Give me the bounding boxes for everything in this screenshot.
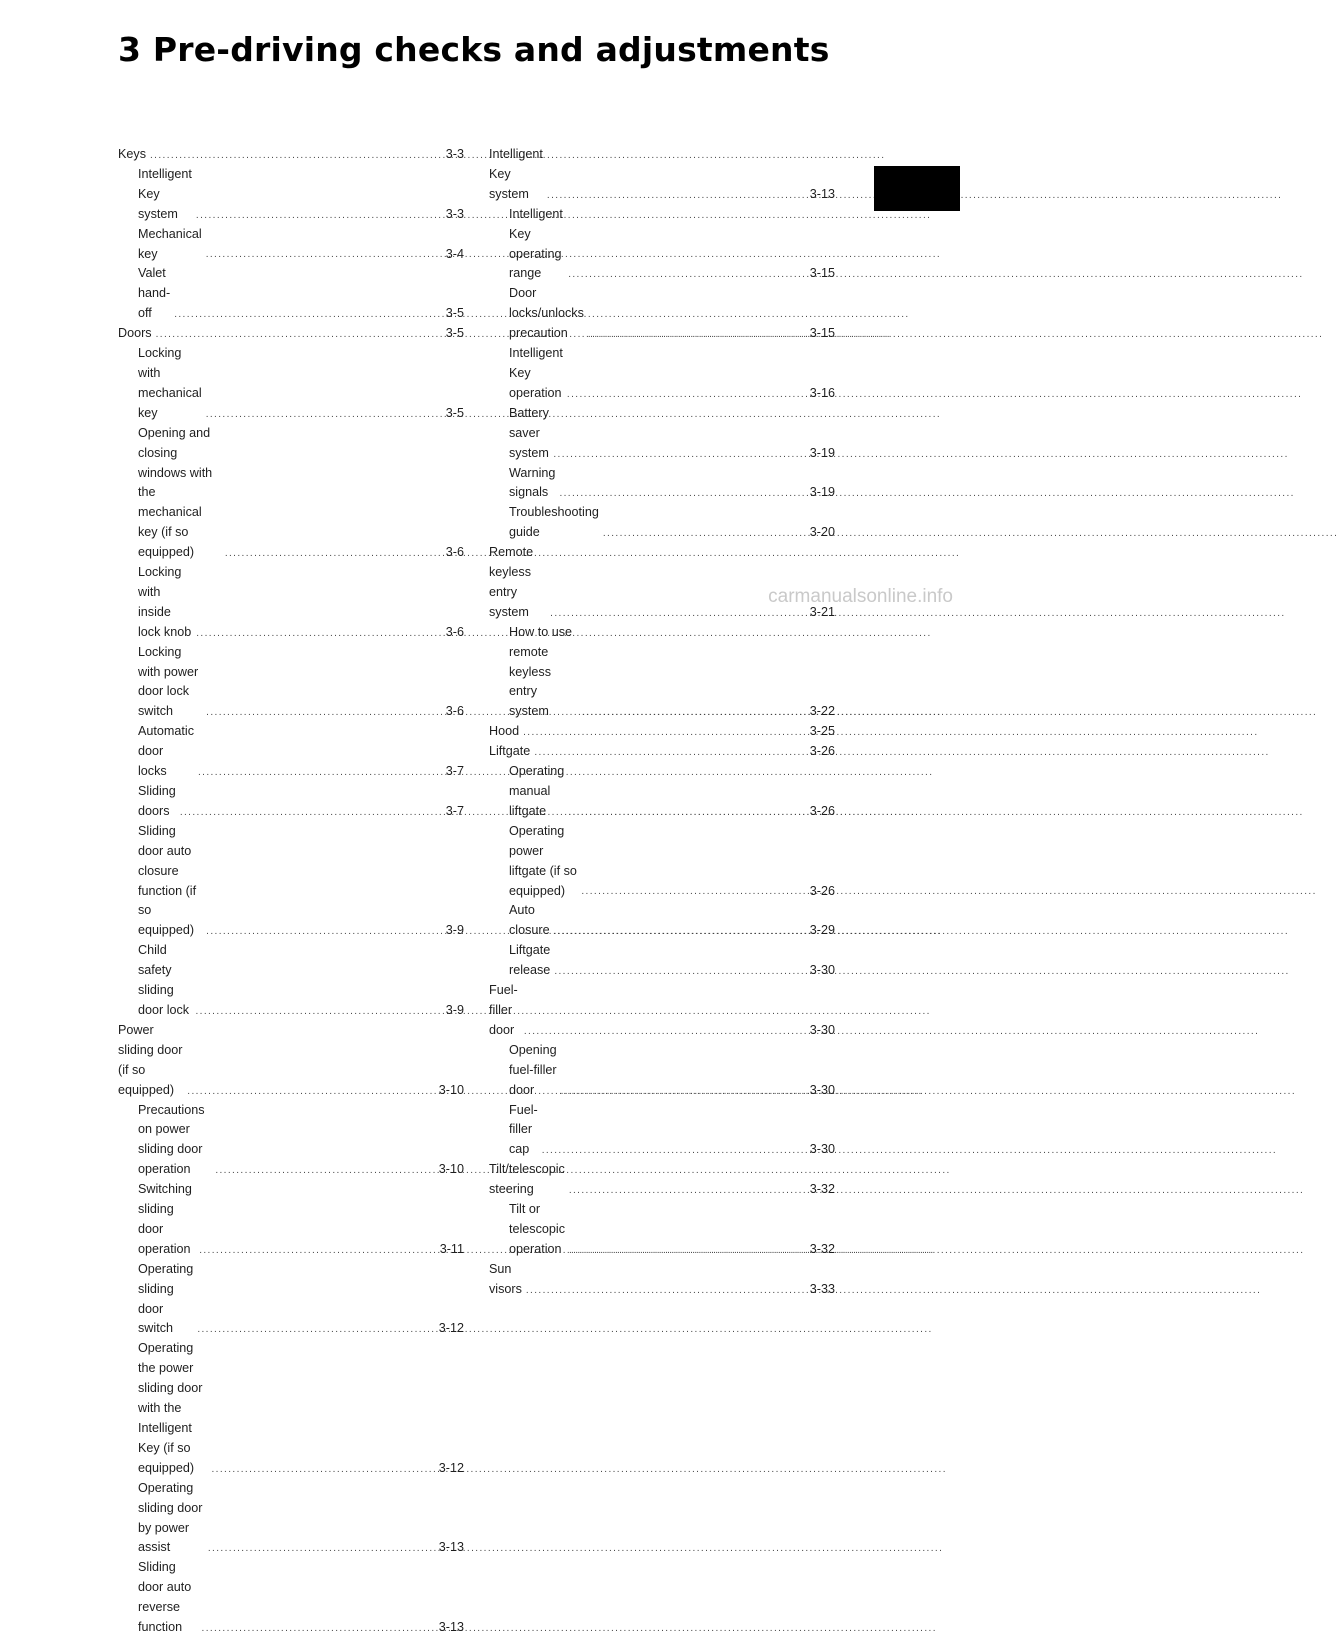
toc-page-number: 3-15 bbox=[809, 326, 835, 341]
dot-leader bbox=[156, 326, 442, 344]
dot-leader bbox=[569, 1242, 806, 1260]
dot-leader bbox=[212, 1461, 435, 1479]
toc-entry-label bbox=[138, 1180, 195, 1260]
dot-leader bbox=[206, 923, 442, 941]
toc-entry-label bbox=[509, 623, 578, 723]
toc-entry[interactable] bbox=[489, 901, 835, 941]
toc-entry-label bbox=[509, 762, 564, 822]
toc-page-number: 3-16 bbox=[809, 385, 835, 400]
toc-entry-label-line: Locking with inside lock knob bbox=[138, 565, 192, 639]
dot-leader bbox=[208, 1540, 435, 1558]
toc-entry-label bbox=[509, 344, 563, 404]
toc-entry[interactable] bbox=[489, 404, 835, 464]
toc-entry-label bbox=[489, 722, 519, 742]
toc-entry-label-line: Locking with mechanical key bbox=[138, 346, 202, 420]
dot-leader bbox=[524, 1023, 806, 1041]
toc-entry-label bbox=[138, 165, 192, 225]
toc-entry-label-line: so equipped) bbox=[138, 903, 195, 938]
dot-leader bbox=[581, 883, 805, 901]
toc-entry-label-line: Operating power liftgate (if so equipped) bbox=[509, 823, 577, 898]
toc-entry-label-line: key (if so equipped) bbox=[138, 525, 195, 560]
toc-entry-label bbox=[489, 145, 543, 205]
toc-entry[interactable] bbox=[118, 1101, 464, 1181]
dot-leader bbox=[603, 525, 806, 543]
toc-entry-label bbox=[138, 225, 202, 265]
toc-page-number: 3-10 bbox=[438, 1082, 464, 1097]
toc-entry-label-line: Troubleshooting guide bbox=[509, 505, 599, 540]
toc-entry[interactable] bbox=[118, 324, 464, 344]
dot-leader bbox=[588, 326, 806, 344]
dot-leader bbox=[206, 704, 442, 722]
toc-entry[interactable] bbox=[489, 464, 835, 504]
toc-entry-label-line: Opening and closing windows with the mechanical bbox=[138, 425, 213, 520]
dot-leader bbox=[206, 246, 442, 264]
dot-leader bbox=[196, 625, 442, 643]
toc-entry[interactable] bbox=[489, 284, 835, 344]
dot-leader bbox=[554, 923, 806, 941]
toc-entry-label-line: Sliding doors bbox=[138, 784, 176, 818]
toc-entry[interactable] bbox=[118, 424, 464, 563]
toc-page-number: 3-5 bbox=[445, 306, 464, 321]
toc-entry[interactable] bbox=[118, 145, 464, 165]
toc-entry-label-line: Automatic door locks bbox=[138, 724, 194, 779]
toc-entry[interactable] bbox=[118, 344, 464, 424]
toc-entry-label bbox=[509, 404, 549, 464]
toc-entry[interactable] bbox=[489, 822, 835, 902]
toc-entry-label bbox=[138, 722, 194, 782]
toc-entry-label bbox=[138, 424, 221, 563]
toc-entry[interactable] bbox=[118, 643, 464, 723]
dot-leader bbox=[199, 1242, 436, 1260]
toc-entry[interactable] bbox=[489, 1160, 835, 1200]
toc-page-number: 3-32 bbox=[809, 1182, 835, 1197]
dot-leader bbox=[174, 306, 442, 324]
toc-entry-label-line: Operating sliding door by power assist bbox=[138, 1480, 203, 1555]
toc-entry-label-line: Operating manual liftgate bbox=[509, 764, 565, 818]
toc-entry[interactable] bbox=[489, 981, 835, 1041]
toc-entry-label bbox=[509, 1041, 557, 1101]
toc-entry-label bbox=[509, 822, 577, 902]
toc-entry-label bbox=[138, 1558, 198, 1638]
toc-page-number: 3-7 bbox=[445, 764, 464, 779]
toc-entry[interactable] bbox=[489, 344, 835, 404]
toc-entry-label-line: Doors bbox=[118, 326, 152, 341]
toc-entry-label-line: Intelligent Key operating range bbox=[509, 206, 563, 281]
toc-entry-label bbox=[138, 782, 176, 822]
toc-page-number: 3-22 bbox=[809, 704, 835, 719]
dot-leader bbox=[534, 744, 805, 762]
toc-entry-label bbox=[489, 1260, 522, 1300]
toc-page-number: 3-32 bbox=[809, 1241, 835, 1256]
toc-entry-label bbox=[509, 1200, 565, 1260]
dot-leader bbox=[547, 187, 806, 205]
toc-entry-label-line: Sun visors bbox=[489, 1261, 522, 1296]
toc-entry[interactable] bbox=[118, 1479, 464, 1559]
toc-entry-label bbox=[138, 941, 191, 1021]
dot-leader bbox=[582, 704, 806, 722]
toc-entry-label-line: Warning signals bbox=[509, 465, 556, 500]
toc-entry-label-line: Tilt/telescopic steering bbox=[489, 1162, 565, 1197]
toc-page-number: 3-12 bbox=[438, 1321, 464, 1336]
toc-page-number: 3-13 bbox=[438, 1620, 464, 1635]
toc-column-left bbox=[118, 145, 464, 1638]
toc-column-right bbox=[489, 145, 835, 1300]
toc-entry-label-line: How to use remote keyless entry system bbox=[509, 624, 572, 719]
toc-entry-label-line: Fuel-filler door bbox=[489, 983, 518, 1037]
toc-entry-label-line: Hood bbox=[489, 724, 520, 739]
toc-entry-label-line: Opening fuel-filler door bbox=[509, 1042, 557, 1097]
toc-entry-label bbox=[509, 941, 550, 981]
toc-entry-label bbox=[509, 284, 584, 344]
toc-entry-label bbox=[489, 1160, 565, 1200]
toc-entry-label bbox=[138, 1260, 193, 1340]
toc-entry-label-line: Auto closure bbox=[509, 903, 550, 938]
toc-entry-label bbox=[509, 901, 550, 941]
toc-entry[interactable] bbox=[118, 1260, 464, 1340]
toc-entry[interactable] bbox=[118, 941, 464, 1021]
toc-page-number: 3-33 bbox=[809, 1281, 835, 1296]
toc-entry-label bbox=[138, 264, 170, 324]
dot-leader bbox=[553, 446, 805, 464]
toc-entry-label-line: Door locks/unlocks precaution bbox=[509, 286, 584, 341]
toc-entry-label bbox=[118, 324, 152, 344]
toc-entry[interactable] bbox=[118, 225, 464, 265]
toc-entry-label bbox=[509, 503, 599, 543]
dot-leader bbox=[195, 1003, 441, 1021]
toc-entry[interactable] bbox=[118, 782, 464, 822]
toc-entry-label-line: Liftgate release bbox=[509, 943, 551, 978]
dot-leader bbox=[561, 1083, 806, 1101]
dot-leader bbox=[198, 764, 442, 782]
toc-entry[interactable] bbox=[489, 1041, 835, 1101]
toc-entry-label bbox=[118, 1021, 183, 1101]
dot-leader bbox=[187, 1083, 435, 1101]
toc-entry-label-line: Mechanical key bbox=[138, 226, 202, 261]
chapter-title: 3 Pre-driving checks and adjustments bbox=[118, 30, 830, 69]
toc-page-number: 3-19 bbox=[809, 445, 835, 460]
dot-leader bbox=[559, 485, 805, 503]
toc-entry[interactable] bbox=[118, 165, 464, 225]
toc-entry-label bbox=[138, 1479, 204, 1559]
toc-entry[interactable] bbox=[118, 1558, 464, 1638]
toc-entry-label bbox=[509, 1101, 538, 1161]
toc-entry[interactable] bbox=[489, 1101, 835, 1161]
toc-entry-label-line: Power sliding door (if so equipped) bbox=[118, 1022, 183, 1097]
toc-page-number: 3-30 bbox=[809, 963, 835, 978]
chapter-tab-marker bbox=[874, 166, 960, 211]
toc-entry-label-line: Tilt or telescopic operation bbox=[509, 1202, 566, 1256]
toc-entry-label-line: Valet hand-off bbox=[138, 266, 171, 321]
toc-page-number: 3-6 bbox=[445, 624, 464, 639]
dot-leader bbox=[554, 963, 805, 981]
dot-leader bbox=[180, 804, 442, 822]
toc-page-number: 3-3 bbox=[445, 147, 464, 161]
toc-entry[interactable] bbox=[489, 941, 835, 981]
toc-entry-label-line: Intelligent Key operation bbox=[509, 346, 563, 400]
toc-entry[interactable] bbox=[118, 1339, 464, 1478]
dot-leader bbox=[150, 147, 442, 165]
toc-entry-label-line: Sliding door auto reverse function bbox=[138, 1560, 192, 1635]
toc-entry-label-line: Operating the power sliding door with the bbox=[138, 1341, 203, 1416]
toc-page-number: 3-29 bbox=[809, 923, 835, 938]
toc-page-number: 3-30 bbox=[809, 1082, 835, 1097]
toc-page-number: 3-25 bbox=[809, 724, 835, 739]
toc-entry-label bbox=[118, 145, 146, 165]
toc-entry[interactable] bbox=[489, 742, 835, 762]
toc-page-number: 3-26 bbox=[809, 803, 835, 818]
toc-page-number: 3-10 bbox=[438, 1162, 464, 1177]
toc-entry-label-line: Locking with power door lock switch bbox=[138, 644, 199, 719]
toc-entry-label bbox=[509, 464, 555, 504]
toc-entry-label-line: Sliding door auto closure function (if bbox=[138, 823, 197, 898]
dot-leader bbox=[526, 1282, 806, 1300]
toc-page-number: 3-21 bbox=[809, 604, 835, 619]
toc-entry-label-line: Child safety sliding door lock bbox=[138, 943, 190, 1017]
toc-entry-label-line: Precautions on power sliding door operation bbox=[138, 1102, 205, 1177]
toc-page-number: 3-11 bbox=[439, 1241, 464, 1256]
dot-leader bbox=[567, 386, 806, 404]
dot-leader bbox=[542, 1142, 806, 1160]
toc-entry-label bbox=[489, 742, 530, 762]
toc-entry[interactable] bbox=[118, 722, 464, 782]
toc-entry-label-line: Liftgate bbox=[489, 744, 531, 759]
toc-entry[interactable] bbox=[489, 762, 835, 822]
toc-page-number: 3-30 bbox=[809, 1142, 835, 1157]
dot-leader bbox=[206, 406, 442, 424]
toc-entry-label-line: Battery saver system bbox=[509, 405, 549, 460]
toc-entry[interactable] bbox=[489, 543, 835, 623]
toc-entry[interactable] bbox=[118, 264, 464, 324]
toc-entry-label-line: Operating sliding door switch bbox=[138, 1261, 194, 1336]
toc-entry-label bbox=[138, 1339, 208, 1478]
toc-entry[interactable] bbox=[118, 1180, 464, 1260]
toc-page-number: 3-4 bbox=[445, 246, 464, 261]
toc-entry-label bbox=[138, 643, 202, 723]
toc-page-number: 3-26 bbox=[809, 744, 835, 759]
dot-leader bbox=[225, 545, 442, 563]
toc-entry[interactable] bbox=[489, 623, 835, 723]
toc-entry[interactable] bbox=[489, 1200, 835, 1260]
toc-entry[interactable] bbox=[489, 1260, 835, 1300]
toc-entry-label-line: Fuel-filler cap bbox=[509, 1102, 538, 1157]
dot-leader bbox=[197, 1321, 434, 1339]
watermark-text: carmanualsonline.info bbox=[768, 586, 953, 607]
toc-page-number: 3-12 bbox=[438, 1460, 464, 1475]
toc-page-number: 3-9 bbox=[445, 1002, 464, 1017]
dot-leader bbox=[568, 266, 806, 284]
toc-page-number: 3-15 bbox=[809, 266, 835, 281]
toc-page-number: 3-9 bbox=[445, 923, 464, 938]
toc-entry-label bbox=[509, 205, 564, 285]
dot-leader bbox=[569, 1182, 806, 1200]
dot-leader bbox=[215, 1162, 434, 1180]
toc-entry[interactable] bbox=[118, 822, 464, 941]
toc-page-number: 3-19 bbox=[809, 485, 835, 500]
toc-page-number: 3-30 bbox=[809, 1022, 835, 1037]
toc-page-number: 3-6 bbox=[445, 704, 464, 719]
toc-page-number: 3-26 bbox=[809, 883, 835, 898]
toc-entry[interactable] bbox=[489, 722, 835, 742]
toc-page-number: 3-13 bbox=[809, 186, 835, 201]
toc-entry-label bbox=[138, 344, 202, 424]
toc-page-number: 3-6 bbox=[445, 545, 464, 560]
toc-page-number: 3-13 bbox=[438, 1540, 464, 1555]
toc-entry[interactable] bbox=[489, 145, 835, 205]
toc-entry-label-line: Intelligent Key system bbox=[489, 147, 543, 201]
dot-leader bbox=[568, 804, 805, 822]
toc-page-number: 3-20 bbox=[809, 525, 835, 540]
toc-entry-label bbox=[138, 563, 192, 643]
dot-leader bbox=[523, 724, 806, 742]
toc-entry-label bbox=[489, 543, 546, 623]
toc-entry-label-line: Intelligent Key (if so equipped) bbox=[138, 1421, 195, 1475]
toc-entry-label-line: Intelligent Key system bbox=[138, 166, 192, 221]
toc-entry[interactable] bbox=[489, 503, 835, 543]
toc-page-number: 3-7 bbox=[445, 803, 464, 818]
toc-entry-label-line: Switching sliding door operation bbox=[138, 1182, 192, 1256]
toc-page-number: 3-5 bbox=[445, 405, 464, 420]
toc-entry[interactable] bbox=[118, 1021, 464, 1101]
toc-entry[interactable] bbox=[489, 205, 835, 285]
toc-entry-label bbox=[138, 822, 202, 941]
toc-page-number: 3-3 bbox=[445, 206, 464, 221]
toc-entry-label bbox=[138, 1101, 211, 1181]
toc-entry-label-line: Keys bbox=[118, 147, 146, 161]
toc-entry[interactable] bbox=[118, 563, 464, 643]
dot-leader bbox=[202, 1620, 435, 1638]
toc-page-number: 3-5 bbox=[445, 326, 464, 341]
toc-entry-label-line: Remote keyless entry system bbox=[489, 545, 534, 619]
toc-entry-label bbox=[489, 981, 520, 1041]
dot-leader bbox=[196, 207, 442, 225]
